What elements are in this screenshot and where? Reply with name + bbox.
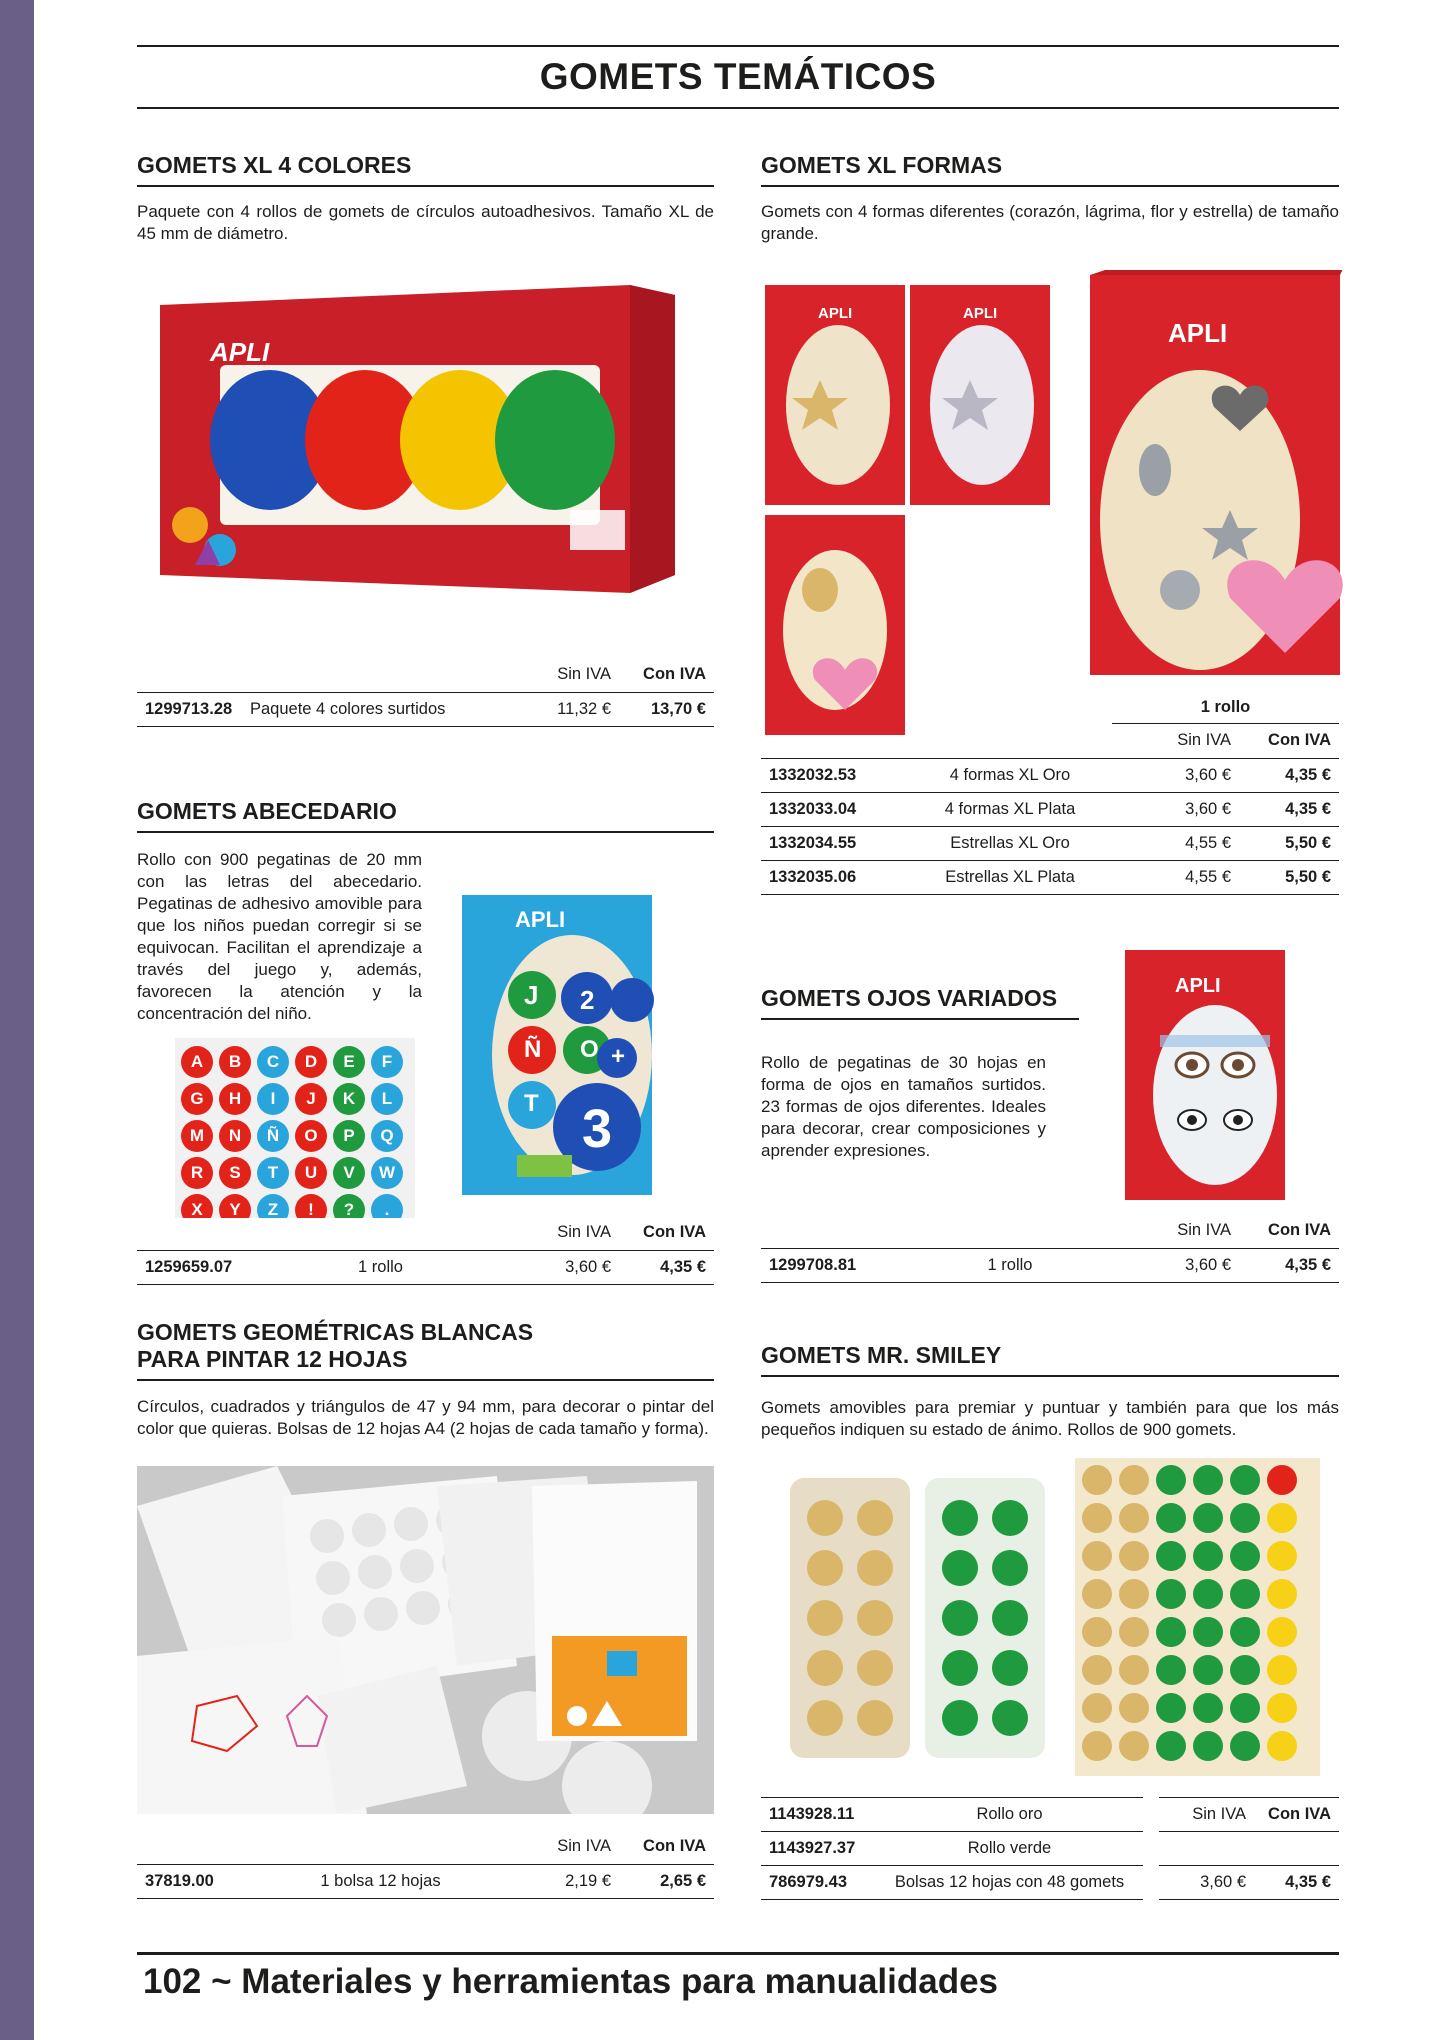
smiley-sticker: [1193, 1503, 1223, 1533]
smiley-sticker: [1267, 1541, 1297, 1571]
alphabet-sticker: R: [181, 1157, 213, 1189]
section-title-formas: GOMETS XL FORMAS: [761, 152, 1339, 187]
table-row: 1299713.28 Paquete 4 colores surtidos 11,32 € 13,70 €: [137, 692, 714, 726]
smiley-sticker: [1267, 1693, 1297, 1723]
smiley-sticker: [1082, 1617, 1112, 1647]
smiley-sticker: [1119, 1465, 1149, 1495]
unit-label-formas: 1 rollo: [1112, 690, 1339, 724]
smiley-sticker: [1193, 1465, 1223, 1495]
roll-glyph: 3: [582, 1099, 613, 1159]
section-title-geo-line1: GOMETS GEOMÉTRICAS BLANCAS: [137, 1319, 534, 1345]
alphabet-sticker: .: [371, 1194, 403, 1218]
alphabet-sticker: !: [295, 1194, 327, 1218]
price-table-ojos: [761, 1214, 1339, 1283]
smiley-sticker: [1082, 1503, 1112, 1533]
section-desc-ojos: Rollo de pegatinas de 30 hojas en forma de ojos en tamaños surtidos. 23 formas de ojos diferentes. Ideales para decorar, crear composiciones y aprender expresiones.: [761, 1053, 1046, 1160]
smiley-sticker: [1119, 1731, 1149, 1761]
smiley-sticker: [1156, 1541, 1186, 1571]
section-title-abc: GOMETS ABECEDARIO: [137, 798, 714, 833]
alphabet-sticker: H: [219, 1083, 251, 1115]
header-con-iva: Con IVA: [1254, 1798, 1339, 1832]
smiley-sticker: [1193, 1655, 1223, 1685]
smiley-sticker: [1156, 1731, 1186, 1761]
header-sin-iva: Sin IVA: [557, 665, 611, 684]
smiley-sticker: [1082, 1731, 1112, 1761]
smiley-sticker: [1230, 1541, 1260, 1571]
alphabet-sticker: Z: [257, 1194, 289, 1218]
product-image-abc: [462, 890, 657, 1200]
table-row: 1332034.55 Estrellas XL Oro 4,55 € 5,50 €: [761, 826, 1339, 860]
alphabet-sticker: G: [181, 1083, 213, 1115]
alphabet-sticker: N: [219, 1120, 251, 1152]
smiley-sticker: [1230, 1465, 1260, 1495]
price-table-formas: [761, 724, 1339, 895]
table-row: 1332033.04 4 formas XL Plata 3,60 € 4,35 €: [761, 792, 1339, 826]
price-table-geo: [137, 1830, 714, 1899]
smiley-sticker: [1119, 1503, 1149, 1533]
table-row: 1143927.37 Rollo verde: [761, 1832, 1339, 1866]
smiley-sticker: [1193, 1541, 1223, 1571]
smiley-sticker: [1267, 1503, 1297, 1533]
roll-glyph: T: [524, 1090, 539, 1117]
table-row: 1299708.81 1 rollo 3,60 € 4,35 €: [761, 1248, 1339, 1282]
smiley-sticker: [1119, 1655, 1149, 1685]
smiley-sticker: [1267, 1655, 1297, 1685]
header-sin-iva: Sin IVA: [1177, 1221, 1231, 1240]
smiley-sticker: [1082, 1693, 1112, 1723]
header-con-iva: Con IVA: [643, 1223, 706, 1242]
header-con-iva: Con IVA: [1268, 731, 1331, 750]
table-row: 1332032.53 4 formas XL Oro 3,60 € 4,35 €: [761, 758, 1339, 792]
smiley-sticker: [1193, 1617, 1223, 1647]
section-desc-smiley: Gomets amovibles para premiar y puntuar y también para que los más pequeños indiquen su estado de ánimo. Rollos de 900 gomets.: [761, 1398, 1339, 1439]
product-image-smiley: [785, 1458, 1325, 1778]
smiley-sticker: [1267, 1617, 1297, 1647]
brand-logo-abc: APLI: [515, 907, 566, 932]
alphabet-sticker: Q: [371, 1120, 403, 1152]
smiley-sticker: [1230, 1655, 1260, 1685]
section-desc-abc: Rollo con 900 pegatinas de 20 mm con las letras del abecedario. Pegatinas de adhesivo amovible para que los niños puedan corregir si se equivocan. Facilitan el aprendizaje a través del juego y, además, favorecen la atención y la concentración del niño.: [137, 850, 422, 1023]
brand-logo-formas-1: APLI: [818, 305, 853, 322]
alphabet-sticker: J: [295, 1083, 327, 1115]
smiley-sticker: [1156, 1693, 1186, 1723]
smiley-sticker: [1082, 1655, 1112, 1685]
brand-logo-formas-2: APLI: [963, 305, 998, 322]
alphabet-sticker: X: [181, 1194, 213, 1218]
alphabet-sticker: B: [219, 1046, 251, 1078]
smiley-sticker: [1082, 1579, 1112, 1609]
smiley-sticker: [1119, 1693, 1149, 1723]
smiley-sticker: [1156, 1655, 1186, 1685]
section-title-ojos: GOMETS OJOS VARIADOS: [761, 985, 1079, 1020]
smiley-sticker: [1156, 1465, 1186, 1495]
header-sin-iva: Sin IVA: [557, 1223, 611, 1242]
brand-logo-ojos: APLI: [1175, 975, 1221, 997]
alphabet-sticker: U: [295, 1157, 327, 1189]
smiley-sticker: [1230, 1731, 1260, 1761]
page-title: GOMETS TEMÁTICOS: [539, 56, 937, 97]
smiley-sticker: [1193, 1579, 1223, 1609]
section-title-xl4: GOMETS XL 4 COLORES: [137, 152, 714, 187]
alphabet-sticker: F: [371, 1046, 403, 1078]
header-sin-iva: Sin IVA: [557, 1837, 611, 1856]
alphabet-sticker: E: [333, 1046, 365, 1078]
product-image-xl4: [150, 275, 690, 605]
smiley-sticker: [1119, 1541, 1149, 1571]
alphabet-sticker: O: [295, 1120, 327, 1152]
price-table-xl4: [137, 658, 714, 727]
table-row: 1259659.07 1 rollo 3,60 € 4,35 €: [137, 1250, 714, 1284]
page-spine: [0, 0, 34, 2040]
brand-logo-xl4: APLI: [210, 337, 270, 367]
section-title-smiley: GOMETS MR. SMILEY: [761, 1342, 1339, 1377]
smiley-sticker: [1230, 1693, 1260, 1723]
alphabet-sticker: W: [371, 1157, 403, 1189]
alphabet-sticker: Y: [219, 1194, 251, 1218]
smiley-sticker: [1119, 1617, 1149, 1647]
header-con-iva: Con IVA: [643, 1837, 706, 1856]
alphabet-sheet-image: [175, 1038, 415, 1218]
smiley-sticker: [1267, 1465, 1297, 1495]
header-sin-iva: Sin IVA: [1177, 731, 1231, 750]
alphabet-sticker: T: [257, 1157, 289, 1189]
smiley-sticker: [1119, 1579, 1149, 1609]
alphabet-sticker: ?: [333, 1194, 365, 1218]
alphabet-sticker: S: [219, 1157, 251, 1189]
smiley-sticker: [1230, 1503, 1260, 1533]
section-desc-formas: Gomets con 4 formas diferentes (corazón, lágrima, flor y estrella) de tamaño grande.: [761, 202, 1339, 243]
smiley-sticker: [1267, 1731, 1297, 1761]
product-image-formas: [760, 270, 1345, 740]
alphabet-sticker: M: [181, 1120, 213, 1152]
header-con-iva: Con IVA: [643, 665, 706, 684]
section-title-geo-line2: PARA PINTAR 12 HOJAS: [137, 1346, 408, 1372]
smiley-sticker: [1156, 1617, 1186, 1647]
section-desc-geo: Círculos, cuadrados y triángulos de 47 y 94 mm, para decorar o pintar del color que quieras. Bolsas de 12 hojas A4 (2 hojas de cada tamaño y forma).: [137, 1397, 714, 1438]
section-desc-xl4: Paquete con 4 rollos de gomets de círculos autoadhesivos. Tamaño XL de 45 mm de diámetro.: [137, 202, 714, 243]
alphabet-sticker: P: [333, 1120, 365, 1152]
smiley-sticker: [1193, 1693, 1223, 1723]
table-row: 786979.43 Bolsas 12 hojas con 48 gomets 3,60 € 4,35 €: [761, 1866, 1339, 1900]
table-row: 1143928.11 Rollo oro Sin IVA Con IVA: [761, 1798, 1339, 1832]
section-title-geo: [137, 1319, 714, 1381]
price-table-smiley: [761, 1797, 1339, 1900]
smiley-sticker: [1156, 1579, 1186, 1609]
alphabet-sticker: V: [333, 1157, 365, 1189]
smiley-sticker: [1193, 1731, 1223, 1761]
alphabet-sticker: L: [371, 1083, 403, 1115]
alphabet-sticker: K: [333, 1083, 365, 1115]
smiley-sticker: [1230, 1617, 1260, 1647]
alphabet-sticker: A: [181, 1046, 213, 1078]
page-footer: 102 ~ Materiales y herramientas para manualidades: [143, 1962, 999, 2001]
product-image-geo: [137, 1466, 714, 1814]
smiley-sticker: [1082, 1541, 1112, 1571]
table-row: 1332035.06 Estrellas XL Plata 4,55 € 5,50 €: [761, 860, 1339, 894]
brand-logo-formas-3: APLI: [1168, 318, 1228, 348]
page-title-band: [137, 45, 1339, 109]
footer-rule: [137, 1952, 1339, 1955]
roll-glyph: O: [580, 1036, 599, 1063]
roll-glyph: 2: [580, 985, 595, 1015]
alphabet-sticker: D: [295, 1046, 327, 1078]
roll-glyph: J: [524, 980, 539, 1010]
table-row: 37819.00 1 bolsa 12 hojas 2,19 € 2,65 €: [137, 1864, 714, 1898]
smiley-sticker: [1082, 1465, 1112, 1495]
header-con-iva: Con IVA: [1268, 1221, 1331, 1240]
roll-glyph: Ñ: [524, 1036, 542, 1063]
alphabet-sticker: Ñ: [257, 1120, 289, 1152]
smiley-sticker: [1267, 1579, 1297, 1609]
alphabet-sticker: I: [257, 1083, 289, 1115]
price-table-abc: [137, 1216, 714, 1285]
smiley-sticker: [1156, 1503, 1186, 1533]
roll-glyph: +: [611, 1043, 626, 1070]
smiley-sticker: [1230, 1579, 1260, 1609]
header-sin-iva: Sin IVA: [1159, 1798, 1254, 1832]
alphabet-sticker: C: [257, 1046, 289, 1078]
